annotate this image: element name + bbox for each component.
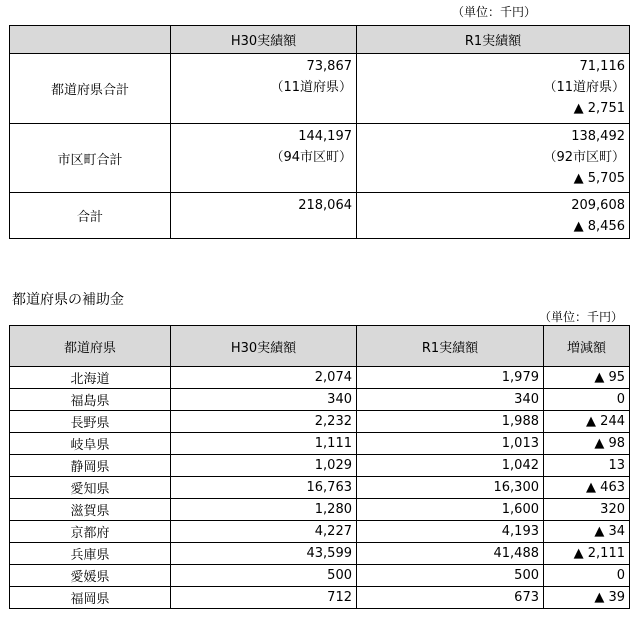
summary-r1-cell: [357, 124, 630, 193]
r1-value: 1,988: [357, 411, 544, 433]
prefecture-name: 愛知県: [10, 477, 171, 499]
summary-diff-value: ▲ 8,456: [573, 219, 625, 234]
summary-h30-cell: [171, 193, 357, 239]
prefecture-name: 福岡県: [10, 587, 171, 609]
summary-table: [9, 25, 630, 239]
summary-h30-note: （94市区町）: [270, 150, 352, 165]
summary-r1-value: 209,608: [571, 198, 625, 213]
r1-value: 340: [357, 389, 544, 411]
summary-unit-label: （単位：千円）: [452, 5, 537, 19]
prefecture-header-row: [10, 326, 630, 367]
summary-row-municipalities: [10, 124, 630, 193]
table-row: [10, 477, 630, 499]
prefecture-name: 北海道: [10, 367, 171, 389]
prefecture-name: 兵庫県: [10, 543, 171, 565]
table-row: [10, 389, 630, 411]
summary-h30-cell: [171, 124, 357, 193]
table-row: [10, 455, 630, 477]
prefecture-header-diff: 増減額: [544, 326, 630, 367]
h30-value: 16,763: [171, 477, 357, 499]
prefecture-unit-label: （単位：千円）: [539, 310, 624, 324]
r1-value: 500: [357, 565, 544, 587]
summary-row-prefectures: [10, 54, 630, 124]
summary-header-blank: [10, 26, 171, 54]
summary-h30-cell: [171, 54, 357, 124]
summary-h30-value: 218,064: [298, 198, 352, 213]
summary-h30-note: （11道府県）: [270, 80, 352, 95]
prefecture-name: 福島県: [10, 389, 171, 411]
table-row: [10, 367, 630, 389]
summary-diff-value: ▲ 5,705: [573, 171, 625, 186]
r1-value: 41,488: [357, 543, 544, 565]
h30-value: 2,232: [171, 411, 357, 433]
diff-value: ▲ 34: [544, 521, 630, 543]
prefecture-header-name: 都道府県: [10, 326, 171, 367]
r1-value: 4,193: [357, 521, 544, 543]
table-row: [10, 543, 630, 565]
h30-value: 2,074: [171, 367, 357, 389]
summary-r1-cell: [357, 54, 630, 124]
table-row: [10, 499, 630, 521]
table-row: [10, 565, 630, 587]
summary-header-row: [10, 26, 630, 54]
prefecture-name: 京都府: [10, 521, 171, 543]
h30-value: 1,280: [171, 499, 357, 521]
r1-value: 1,600: [357, 499, 544, 521]
diff-value: 0: [544, 389, 630, 411]
prefecture-name: 岐阜県: [10, 433, 171, 455]
prefecture-name: 愛媛県: [10, 565, 171, 587]
diff-value: ▲ 39: [544, 587, 630, 609]
summary-row-label: 都道府県合計: [10, 54, 171, 124]
diff-value: 13: [544, 455, 630, 477]
summary-row-label: 市区町合計: [10, 124, 171, 193]
r1-value: 1,979: [357, 367, 544, 389]
prefecture-name: 静岡県: [10, 455, 171, 477]
summary-r1-cell: [357, 193, 630, 239]
table-row: [10, 411, 630, 433]
diff-value: ▲ 95: [544, 367, 630, 389]
summary-diff-value: ▲ 2,751: [573, 101, 625, 116]
h30-value: 340: [171, 389, 357, 411]
table-row: [10, 521, 630, 543]
diff-value: ▲ 98: [544, 433, 630, 455]
h30-value: 4,227: [171, 521, 357, 543]
summary-row-label: 合計: [10, 193, 171, 239]
table-row: [10, 587, 630, 609]
prefecture-name: 長野県: [10, 411, 171, 433]
prefecture-name: 滋賀県: [10, 499, 171, 521]
prefecture-table: [9, 325, 630, 609]
r1-value: 673: [357, 587, 544, 609]
h30-value: 500: [171, 565, 357, 587]
r1-value: 1,042: [357, 455, 544, 477]
h30-value: 1,029: [171, 455, 357, 477]
h30-value: 43,599: [171, 543, 357, 565]
h30-value: 712: [171, 587, 357, 609]
diff-value: 0: [544, 565, 630, 587]
h30-value: 1,111: [171, 433, 357, 455]
prefecture-table-body: [10, 367, 630, 609]
diff-value: ▲ 244: [544, 411, 630, 433]
diff-value: ▲ 2,111: [544, 543, 630, 565]
r1-value: 16,300: [357, 477, 544, 499]
diff-value: 320: [544, 499, 630, 521]
summary-header-r1: R1実績額: [357, 26, 630, 54]
prefecture-header-h30: H30実績額: [171, 326, 357, 367]
summary-h30-value: 73,867: [306, 59, 352, 74]
prefecture-header-r1: R1実績額: [357, 326, 544, 367]
diff-value: ▲ 463: [544, 477, 630, 499]
summary-r1-value: 138,492: [571, 129, 625, 144]
r1-value: 1,013: [357, 433, 544, 455]
prefecture-section-title: 都道府県の補助金: [12, 292, 124, 308]
table-row: [10, 433, 630, 455]
summary-r1-note: （11道府県）: [543, 80, 625, 95]
summary-r1-note: （92市区町）: [543, 150, 625, 165]
summary-header-h30: H30実績額: [171, 26, 357, 54]
summary-row-total: [10, 193, 630, 239]
summary-r1-value: 71,116: [579, 59, 625, 74]
summary-h30-value: 144,197: [298, 129, 352, 144]
